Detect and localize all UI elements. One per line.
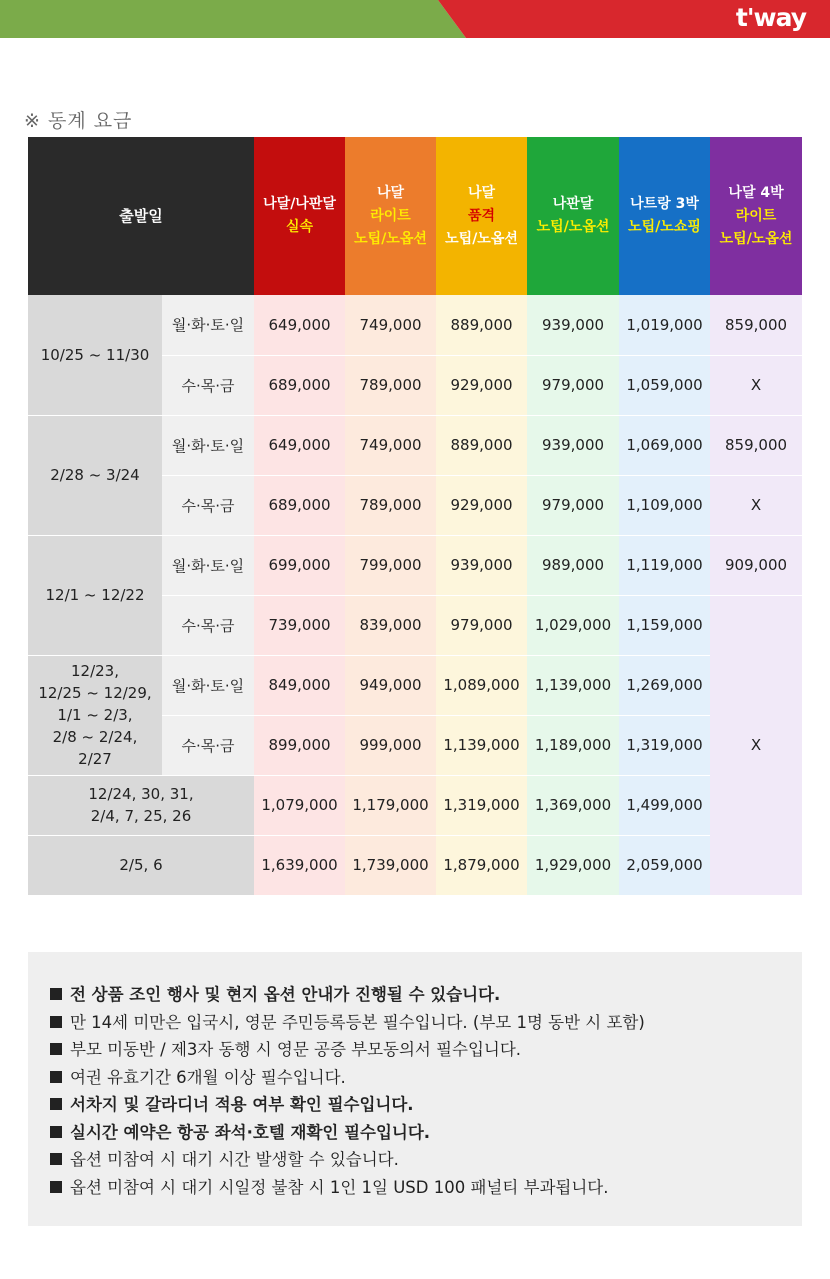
col-header-line: 나달 bbox=[376, 184, 405, 201]
price-cell: 1,159,000 bbox=[619, 595, 710, 655]
square-bullet-icon bbox=[50, 1071, 62, 1083]
col-header-line: 나달/나판달 bbox=[263, 196, 336, 212]
price-cell: 649,000 bbox=[254, 295, 345, 355]
note-item bbox=[50, 1064, 802, 1092]
date-line: 2/8 ~ 2/24, bbox=[52, 728, 138, 746]
price-cell: 1,139,000 bbox=[436, 715, 527, 775]
price-cell: 839,000 bbox=[345, 595, 436, 655]
price-cell: 929,000 bbox=[436, 475, 527, 535]
price-cell: 1,019,000 bbox=[619, 295, 710, 355]
note-item bbox=[50, 1174, 802, 1202]
price-cell: 689,000 bbox=[254, 355, 345, 415]
date-line: 12/23, bbox=[71, 662, 119, 680]
table-row bbox=[28, 535, 802, 595]
price-cell: 1,499,000 bbox=[619, 775, 710, 835]
day-cell: 월·화·토·일 bbox=[162, 415, 254, 475]
square-bullet-icon bbox=[50, 1043, 62, 1055]
price-cell: 1,079,000 bbox=[254, 775, 345, 835]
price-cell: 1,179,000 bbox=[345, 775, 436, 835]
price-cell: 929,000 bbox=[436, 355, 527, 415]
price-cell: 849,000 bbox=[254, 655, 345, 715]
col-header-line: 노팁/노옵션 bbox=[719, 230, 793, 247]
day-cell: 수·목·금 bbox=[162, 595, 254, 655]
price-cell: 649,000 bbox=[254, 415, 345, 475]
price-cell: 979,000 bbox=[527, 355, 619, 415]
col-header-line: 나판달 bbox=[552, 196, 594, 212]
col-header-line: 품격 bbox=[467, 207, 496, 224]
price-cell: 939,000 bbox=[527, 295, 619, 355]
price-cell: 859,000 bbox=[710, 415, 802, 475]
price-cell: 1,189,000 bbox=[527, 715, 619, 775]
price-cell: 739,000 bbox=[254, 595, 345, 655]
top-banner bbox=[0, 0, 830, 38]
price-cell: 889,000 bbox=[436, 415, 527, 475]
date-cell: 2/5, 6 bbox=[28, 835, 254, 895]
price-cell: 949,000 bbox=[345, 655, 436, 715]
price-cell: X bbox=[710, 355, 802, 415]
banner-stripes bbox=[0, 0, 830, 38]
col-header-line: 노팁/노옵션 bbox=[354, 230, 427, 247]
col-header-line: 나트랑 3박 bbox=[630, 196, 699, 212]
price-cell: 859,000 bbox=[710, 295, 802, 355]
note-item bbox=[50, 981, 802, 1009]
price-cell: 749,000 bbox=[345, 295, 436, 355]
price-cell: 999,000 bbox=[345, 715, 436, 775]
table-row bbox=[28, 775, 802, 835]
price-cell: X bbox=[710, 475, 802, 535]
price-cell: 889,000 bbox=[436, 295, 527, 355]
section-title: ※ 동계 요금 bbox=[24, 110, 133, 132]
square-bullet-icon bbox=[50, 1016, 62, 1028]
note-text: 실시간 예약은 항공 좌석·호텔 재확인 필수입니다. bbox=[70, 1122, 431, 1142]
day-cell: 수·목·금 bbox=[162, 475, 254, 535]
col-header-4 bbox=[527, 137, 619, 295]
price-cell: 979,000 bbox=[527, 475, 619, 535]
price-cell: 2,059,000 bbox=[619, 835, 710, 895]
price-cell: 1,109,000 bbox=[619, 475, 710, 535]
note-text: 만 14세 미만은 입국시, 영문 주민등록등본 필수입니다. (부모 1명 동반 시 포함) bbox=[70, 1012, 645, 1032]
col-header-line: 나달 4박 bbox=[728, 184, 784, 201]
col-header-line: 노팁/노쇼핑 bbox=[628, 219, 701, 235]
price-cell: 699,000 bbox=[254, 535, 345, 595]
price-cell: 1,269,000 bbox=[619, 655, 710, 715]
price-cell: 1,319,000 bbox=[619, 715, 710, 775]
fare-table bbox=[28, 137, 802, 896]
date-cell: 12/1 ~ 12/22 bbox=[28, 535, 162, 655]
note-item bbox=[50, 1036, 802, 1064]
table-row bbox=[28, 295, 802, 355]
note-text: 부모 미동반 / 제3자 동행 시 영문 공증 부모동의서 필수입니다. bbox=[70, 1040, 522, 1059]
price-cell: 1,139,000 bbox=[527, 655, 619, 715]
price-cell: 1,929,000 bbox=[527, 835, 619, 895]
square-bullet-icon bbox=[50, 1181, 62, 1193]
price-cell: 899,000 bbox=[254, 715, 345, 775]
square-bullet-icon bbox=[50, 1126, 62, 1138]
day-cell: 월·화·토·일 bbox=[162, 535, 254, 595]
col-header-1 bbox=[254, 137, 345, 295]
table-row bbox=[28, 415, 802, 475]
col-header-line: 노팁/노옵션 bbox=[536, 219, 610, 235]
price-cell: 789,000 bbox=[345, 475, 436, 535]
day-cell: 월·화·토·일 bbox=[162, 655, 254, 715]
price-cell: 1,739,000 bbox=[345, 835, 436, 895]
note-item bbox=[50, 1146, 802, 1174]
square-bullet-icon bbox=[50, 988, 62, 1000]
date-line: 1/1 ~ 2/3, bbox=[57, 706, 133, 724]
col-header-6 bbox=[710, 137, 802, 295]
note-item bbox=[50, 1091, 802, 1119]
col-header-line: 라이트 bbox=[735, 207, 777, 224]
date-line: 2/4, 7, 25, 26 bbox=[90, 807, 192, 825]
date-line: 2/27 bbox=[78, 750, 112, 768]
price-cell: 799,000 bbox=[345, 535, 436, 595]
tway-logo: t'way bbox=[735, 3, 806, 32]
price-cell: 979,000 bbox=[436, 595, 527, 655]
day-cell: 월·화·토·일 bbox=[162, 295, 254, 355]
price-cell: 1,089,000 bbox=[436, 655, 527, 715]
note-item bbox=[50, 1009, 802, 1037]
price-cell: 749,000 bbox=[345, 415, 436, 475]
note-item bbox=[50, 1119, 802, 1147]
date-cell-multiline bbox=[28, 775, 254, 835]
col-header-5 bbox=[619, 137, 710, 295]
price-cell: 1,059,000 bbox=[619, 355, 710, 415]
price-cell: 1,029,000 bbox=[527, 595, 619, 655]
date-cell: 10/25 ~ 11/30 bbox=[28, 295, 162, 415]
price-cell: 939,000 bbox=[436, 535, 527, 595]
price-cell: 789,000 bbox=[345, 355, 436, 415]
note-text: 서차지 및 갈라디너 적용 여부 확인 필수입니다. bbox=[70, 1095, 414, 1114]
date-cell-multiline bbox=[28, 655, 162, 775]
col-header-line: 라이트 bbox=[370, 207, 411, 224]
table-row bbox=[28, 655, 802, 715]
table-header-row bbox=[28, 137, 802, 295]
price-cell: 989,000 bbox=[527, 535, 619, 595]
price-cell: 1,639,000 bbox=[254, 835, 345, 895]
table-row bbox=[28, 835, 802, 895]
price-cell: 1,879,000 bbox=[436, 835, 527, 895]
day-cell: 수·목·금 bbox=[162, 355, 254, 415]
date-column-header: 출발일 bbox=[28, 137, 254, 295]
col-header-2 bbox=[345, 137, 436, 295]
col-header-3 bbox=[436, 137, 527, 295]
notes-box bbox=[28, 952, 802, 1226]
col-header-line: 나달 bbox=[467, 184, 496, 201]
note-text: 옵션 미참여 시 대기 시간 발생할 수 있습니다. bbox=[70, 1150, 399, 1169]
note-text: 여권 유효기간 6개월 이상 필수입니다. bbox=[70, 1067, 346, 1087]
price-cell: 1,319,000 bbox=[436, 775, 527, 835]
price-cell: 1,369,000 bbox=[527, 775, 619, 835]
day-cell: 수·목·금 bbox=[162, 715, 254, 775]
date-cell: 2/28 ~ 3/24 bbox=[28, 415, 162, 535]
date-line: 12/25 ~ 12/29, bbox=[38, 684, 152, 702]
date-line: 12/24, 30, 31, bbox=[88, 785, 194, 803]
price-cell: 1,119,000 bbox=[619, 535, 710, 595]
note-text: 전 상품 조인 행사 및 현지 옵션 안내가 진행될 수 있습니다. bbox=[70, 985, 501, 1004]
merged-x-cell: X bbox=[710, 595, 802, 895]
price-cell: 1,069,000 bbox=[619, 415, 710, 475]
price-cell: 909,000 bbox=[710, 535, 802, 595]
price-cell: 939,000 bbox=[527, 415, 619, 475]
square-bullet-icon bbox=[50, 1098, 62, 1110]
col-header-line: 실속 bbox=[285, 219, 314, 235]
col-header-line: 노팁/노옵션 bbox=[445, 230, 518, 247]
price-cell: 689,000 bbox=[254, 475, 345, 535]
note-text: 옵션 미참여 시 대기 시일정 불참 시 1인 1일 USD 100 패널티 부과됩니다. bbox=[70, 1177, 609, 1197]
square-bullet-icon bbox=[50, 1153, 62, 1165]
